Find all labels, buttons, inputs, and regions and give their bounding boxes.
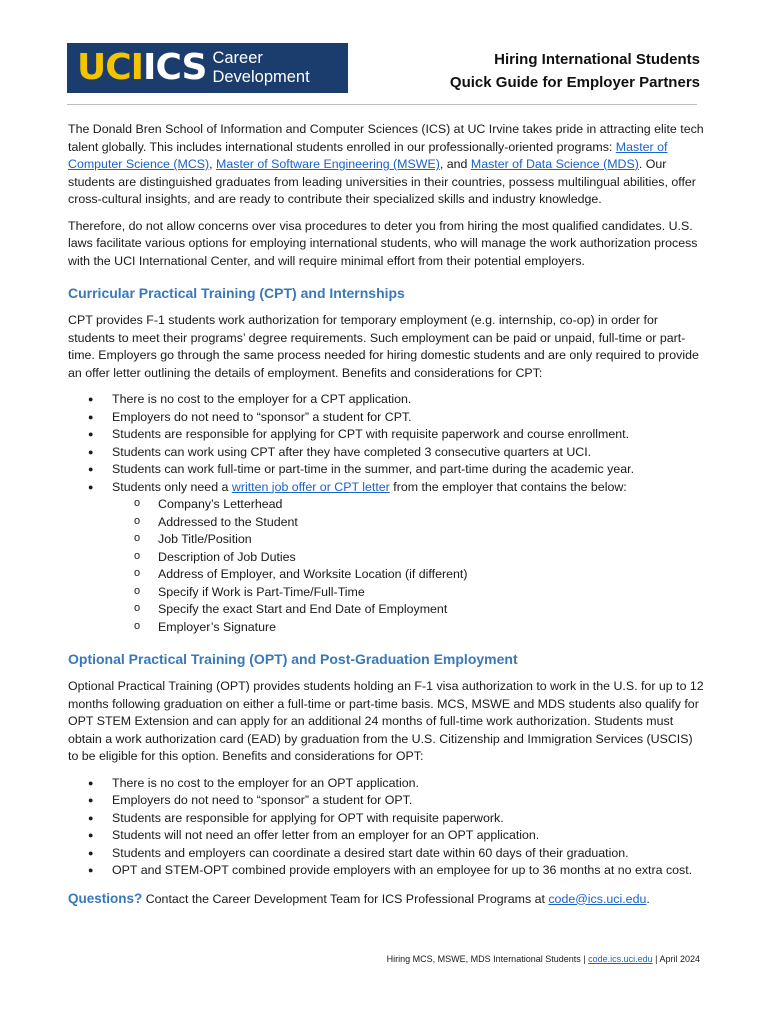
- intro-paragraph-2: Therefore, do not allow concerns over visa procedures to deter you from hiring the most qualified candidates. U.S. laws facilitate various options for employing international students, who will manage the work authorization process with the UCI International Center, and will require minimal effort from their potential employers.: [68, 218, 698, 268]
- uci-ics-career-development-logo: [67, 43, 348, 93]
- list-item: ● Students and employers can coordinate a desired start date within 60 days of their graduation.: [68, 845, 704, 863]
- job-offer-letter-link[interactable]: written job offer or CPT letter: [231, 479, 390, 494]
- cpt-letter-requirements: [112, 496, 704, 636]
- list-item: ● Students will not need an offer letter from an employer for an OPT application.: [68, 827, 704, 845]
- logo-subtitle: Career Development: [212, 49, 310, 86]
- list-item: ● Employers do not need to “sponsor” a student for OPT.: [68, 792, 704, 810]
- cpt-paragraph: CPT provides F-1 students work authorization for temporary employment (e.g. internship, co-op) in order for students to meet their programs’ degree requirements. Such employment can be paid or unpaid, full-time or part-time. Employers go through the same process needed for hiring domestic students and are only required to provide an offer letter outlining the details of employment. Benefits and considerations for CPT:: [68, 313, 699, 380]
- opt-paragraph: Optional Practical Training (OPT) provides students holding an F-1 visa authorization to work in the U.S. for up to 12 months following graduation on either a full-time or part-time basis. MCS, MSWE and MDS students also qualify for OPT STEM Extension and can apply for an additional 24 months of full-time work authorization. Students must obtain a work authorization card (EAD) by graduation from the U.S. Citizenship and Immigration Services (USCIS) to be eligible for this option. Benefits and considerations for OPT:: [68, 679, 704, 763]
- mcs-program-link[interactable]: Master of Computer Science (MCS): [68, 139, 668, 171]
- list-item: o Specify the exact Start and End Date of Employment: [68, 601, 704, 619]
- list-item: o Employer’s Signature: [68, 619, 704, 637]
- list-item: o Description of Job Duties: [68, 549, 704, 567]
- questions-label: Questions?: [68, 890, 143, 906]
- list-item: ● Students can work full-time or part-time in the summer, and part-time during the academic year.: [68, 461, 704, 479]
- list-item: ● Students are responsible for applying for CPT with requisite paperwork and course enrollment.: [68, 426, 704, 444]
- opt-heading: Optional Practical Training (OPT) and Post-Graduation Employment: [68, 651, 518, 667]
- list-item: o Job Title/Position: [68, 531, 704, 549]
- intro-paragraph-1: The Donald Bren School of Information and Computer Sciences (ICS) at UC Irvine takes pride in attracting elite tech talent globally. This includes international students enrolled in our professionally-oriented programs: Master of Computer Science (MCS), Master of Software Engineering (MSWE), and Master of Data Science (MDS). Our students are distinguished graduates from leading universities in their countries, possess multilingual abilities, offer cross-cultural insights, and are ready to contribute their specialized skills and industry knowledge.: [68, 122, 704, 206]
- cpt-heading: Curricular Practical Training (CPT) and Internships: [68, 285, 405, 301]
- page-title: Hiring International Students Quick Guide for Employer Partners: [449, 51, 700, 91]
- footer-website-link[interactable]: code.ics.uci.edu: [588, 954, 653, 964]
- list-item: ● Students only need a written job offer or CPT letter from the employer that contains the below: o Company’s Letterhead o Addressed to the Student o Job Title/Position o Description of Job Duties o Address of Employer, and Worksite Location (if different) o Specify if Work is Part-Time/Full-Time o Specify the exact Start and End Date of Employment o Employer’s Signature: [68, 479, 704, 637]
- list-item: o Company’s Letterhead: [68, 496, 704, 514]
- list-item: o Addressed to the Student: [68, 514, 704, 532]
- page-footer: Hiring MCS, MSWE, MDS International Students | code.ics.uci.edu | April 2024: [386, 954, 700, 964]
- document-body: [68, 121, 704, 917]
- list-item: ● Students can work using CPT after they have completed 3 consecutive quarters at UCI.: [68, 444, 704, 462]
- questions-line: Questions? Contact the Career Development Team for ICS Professional Programs at code@ics.uci.edu.: [68, 890, 650, 906]
- list-item: ● Employers do not need to “sponsor” a student for CPT.: [68, 409, 704, 427]
- logo-mark: UCIICS: [77, 47, 207, 88]
- list-item: o Address of Employer, and Worksite Location (if different): [68, 566, 704, 584]
- header-divider: [67, 104, 697, 105]
- opt-bullet-list: [68, 775, 704, 880]
- cpt-bullet-list: [68, 391, 704, 636]
- list-item: ● OPT and STEM-OPT combined provide employers with an employee for up to 36 months at no extra cost.: [68, 862, 704, 880]
- mswe-program-link[interactable]: Master of Software Engineering (MSWE): [216, 157, 440, 171]
- list-item: ● There is no cost to the employer for a CPT application.: [68, 391, 704, 409]
- contact-email-link[interactable]: code@ics.uci.edu: [548, 891, 647, 906]
- list-item: ● Students are responsible for applying for OPT with requisite paperwork.: [68, 810, 704, 828]
- mds-program-link[interactable]: Master of Data Science (MDS): [470, 157, 639, 171]
- list-item: o Specify if Work is Part-Time/Full-Time: [68, 584, 704, 602]
- list-item: ● There is no cost to the employer for an OPT application.: [68, 775, 704, 793]
